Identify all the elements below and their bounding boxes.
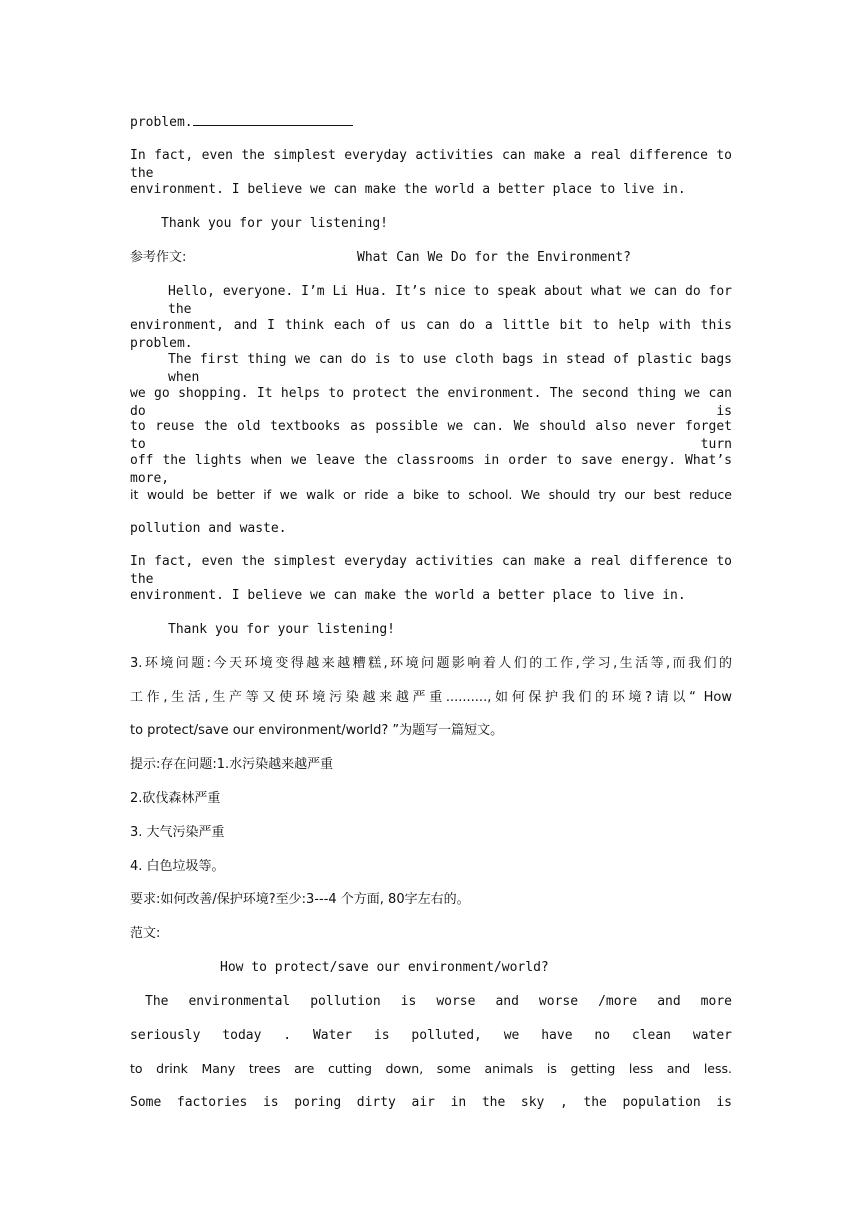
text-line: Thank you for your listening! (168, 622, 395, 637)
text-line: environment, and I think each of us can do a little bit to help with this problem. (130, 318, 732, 351)
essay-title: What Can We Do for the Environment? (357, 250, 631, 265)
text-line: In fact, even the simplest everyday activities can make a real difference to the (130, 554, 732, 587)
text-line: 4. 白色垃圾等。 (130, 859, 225, 874)
text-line: seriously today . Water is polluted, we have no clean water (130, 1028, 732, 1043)
text-line: In fact, even the simplest everyday activities can make a real difference to the (130, 148, 732, 181)
text-line: Some factories is poring dirty air in the sky , the population is (130, 1095, 732, 1110)
text-line: 提示:存在问题:1.水污染越来越严重 (130, 757, 334, 772)
text-line: pollution and waste. (130, 521, 287, 536)
text-line: it would be better if we walk or ride a bike to school. We should try our best reduce (130, 487, 732, 502)
text-line: to drink Many trees are cutting down, some animals is getting less and less. (130, 1061, 732, 1076)
text-line: 要求:如何改善/保护环境?至少:3---4 个方面, 80字左右的。 (130, 892, 470, 907)
text-line: environment. I believe we can make the world a better place to live in. (130, 182, 686, 197)
text-line: problem. (130, 113, 732, 132)
text-line: The first thing we can do is to use cloth bags in stead of plastic bags when (168, 352, 732, 385)
text-line: 3. 大气污染严重 (130, 825, 225, 840)
text-line: off the lights when we leave the classrooms in order to save energy. What’s more, (130, 453, 732, 486)
text-line: we go shopping. It helps to protect the environment. The second thing we can do is (130, 386, 732, 419)
reference-label: 参考作文: (130, 250, 187, 265)
text-line: environment. I believe we can make the world a better place to live in. (130, 588, 686, 603)
answer-blank (193, 113, 353, 126)
essay-title: How to protect/save our environment/world? (220, 960, 549, 975)
text-line: to reuse the old textbooks as possible we can. We should also never forget to turn (130, 419, 732, 452)
text-line: 范文: (130, 926, 161, 941)
text-line: Hello, everyone. I’m Li Hua. It’s nice to speak about what we can do for the (168, 284, 732, 317)
text-line: 2.砍伐森林严重 (130, 791, 221, 806)
text-line: 3.环境问题:今天环境变得越来越糟糕,环境问题影响着人们的工作,学习,生活等,而我们的 (130, 656, 732, 671)
text-line: 工作,生活,生产等又使环境污染越来越严重..........,如何保护我们的环境?请以“ How (130, 690, 732, 705)
text-line: to protect/save our environment/world? ”为题写一篇短文。 (130, 723, 504, 738)
text-line: The environmental pollution is worse and worse /more and more (145, 994, 732, 1009)
text-line: Thank you for your listening! (161, 216, 388, 231)
